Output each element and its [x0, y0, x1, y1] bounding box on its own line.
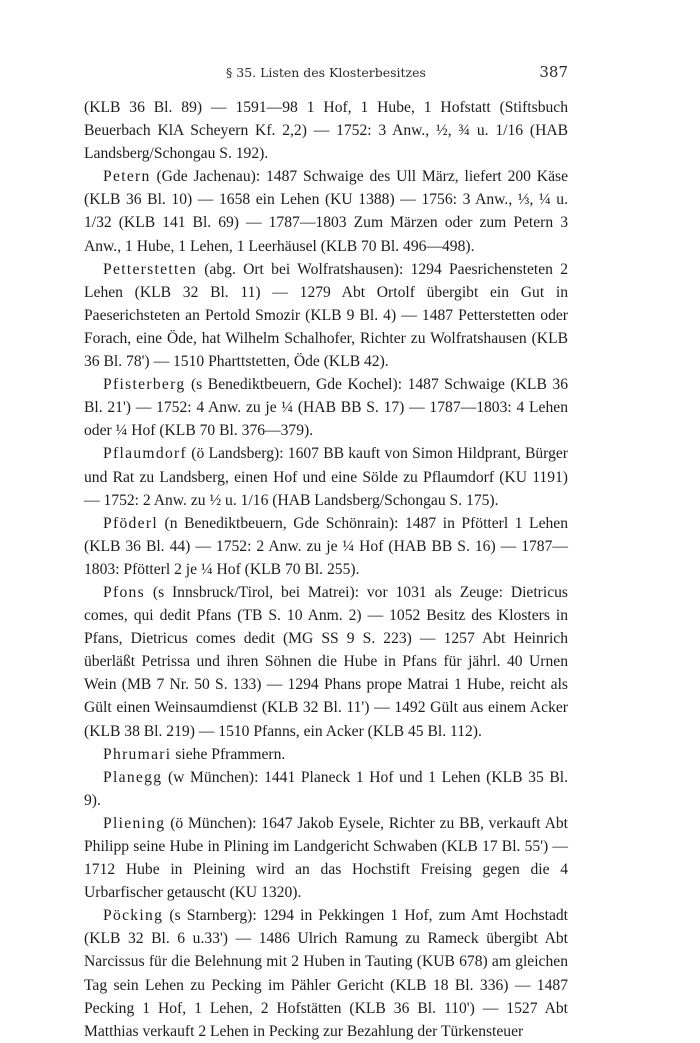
- entry-headword: Pöcking: [103, 907, 164, 925]
- entry-text: siehe Pframmern.: [171, 745, 286, 763]
- entry-text: (Gde Jachenau): 1487 Schwaige des Ull März, liefert 200 Käse (KLB 36 Bl. 10) — 1658 ein Lehen (KU 1388) — 1756: 3 Anw., ⅓, ¼ u. 1/32 (KLB 141 Bl. 69) — 1787—1803 Zum Märzen oder zum Petern 3 Anw., 1 Hube, 1 Lehen, 1 Leerhäusel (KLB 70 Bl. 496—498).: [84, 168, 568, 255]
- entry-planegg: [84, 766, 568, 812]
- entry-pliening: [84, 812, 568, 904]
- entry-text: (abg. Ort bei Wolfratshausen): 1294 Paesrichensteten 2 Lehen (KLB 32 Bl. 11) — 1279 Abt Ortolf übergibt ein Gut in Paeserichsteten an Pertold Smozir (KLB 9 Bl. 4) — 1487 Petterstetten oder Forach, eine Öde, hat Wilhelm Schalhofer, Richter zu Wolfratshausen (KLB 36 Bl. 78') — 1510 Pharttstetten, Öde (KLB 42).: [84, 260, 568, 371]
- entry-text: (KLB 36 Bl. 89) — 1591—98 1 Hof, 1 Hube, 1 Hofstatt (Stiftsbuch Beuerbach KlA Scheyern Kf. 2,2) — 1752: 3 Anw., ½, ¾ u. 1/16 (HAB Landsberg/Schongau S. 192).: [84, 99, 568, 163]
- entry-headword: Planegg: [103, 768, 163, 786]
- entry-poecking: [84, 904, 568, 1043]
- entry-pfisterberg: [84, 373, 568, 442]
- entry-continuation: [84, 96, 568, 165]
- text-body: [84, 96, 568, 1043]
- entry-petterstetten: [84, 258, 568, 373]
- entry-phrumari: [84, 743, 568, 766]
- entry-pflaumdorf: [84, 442, 568, 511]
- entry-pfoederl: [84, 512, 568, 581]
- running-title: § 35. Listen des Klosterbesitzes: [226, 65, 426, 80]
- entry-pfons: [84, 581, 568, 743]
- entry-text: (n Benediktbeuern, Gde Schönrain): 1487 in Pfötterl 1 Lehen (KLB 36 Bl. 44) — 1752: 2 Anw. zu je ¼ Hof (HAB BB S. 16) — 1787—1803: Pfötterl 2 je ¼ Hof (KLB 70 Bl. 255).: [84, 514, 568, 578]
- entry-headword: Petterstetten: [103, 260, 197, 278]
- running-head: [84, 63, 568, 83]
- page-number: 387: [539, 63, 568, 81]
- entry-headword: Pliening: [103, 814, 166, 832]
- entry-petern: [84, 165, 568, 257]
- entry-headword: Petern: [103, 168, 151, 186]
- entry-text: (w München): 1441 Planeck 1 Hof und 1 Lehen (KLB 35 Bl. 9).: [84, 768, 568, 809]
- entry-text: (ö Landsberg): 1607 BB kauft von Simon Hildprant, Bürger und Rat zu Landsberg, einen Hof und eine Sölde zu Pflaumdorf (KU 1191) — 1752: 2 Anw. zu ½ u. 1/16 (HAB Landsberg/Schongau S. 175).: [84, 445, 568, 509]
- entry-text: (s Starnberg): 1294 in Pekkingen 1 Hof, zum Amt Hochstadt (KLB 32 Bl. 6 u.33') — 1486 Ulrich Ramung zu Rameck übergibt Abt Narcissus für die Belehnung mit 2 Huben in Tauting (KUB 678) am gleichen Tag sein Lehen zu Pecking im Pähler Gericht (KLB 18 Bl. 336) — 1487 Pecking 1 Hof, 1 Lehen, 2 Hofstätten (KLB 36 Bl. 110') — 1527 Abt Matthias verkauft 2 Lehen in Pecking zur Bezahlung der Türkensteuer: [84, 907, 568, 1040]
- entry-text: (ö München): 1647 Jakob Eysele, Richter zu BB, verkauft Abt Philipp seine Hube in Plining im Landgericht Schwaben (KLB 17 Bl. 55') — 1712 Hube in Pleining wird an das Hochstift Freising gegen die 4 Urbarfischer getauscht (KU 1320).: [84, 814, 568, 902]
- entry-text: (s Innsbruck/Tirol, bei Matrei): vor 1031 als Zeuge: Dietricus comes, qui dedit Pfans (TB S. 10 Anm. 2) — 1052 Besitz des Klosters in Pfans, Dietricus comes dedit (MG SS 9 S. 223) — 1257 Abt Heinrich überläßt Petrissa und ihren Söhnen die Hube in Pfans für jährl. 40 Urnen Wein (MB 7 Nr. 50 S. 133) — 1294 Phans prope Matrai 1 Hube, reicht als Gült einen Weinsaumdienst (KLB 32 Bl. 11') — 1492 Gült aus einem Acker (KLB 38 Bl. 219) — 1510 Pfanns, ein Acker (KLB 45 Bl. 112).: [84, 583, 568, 740]
- entry-headword: Pfons: [103, 583, 146, 601]
- entry-headword: Pflaumdorf: [103, 445, 188, 463]
- entry-text: (s Benediktbeuern, Gde Kochel): 1487 Schwaige (KLB 36 Bl. 21') — 1752: 4 Anw. zu je ¼ (HAB BB S. 17) — 1787—1803: 4 Lehen oder ¼ Hof (KLB 70 Bl. 376—379).: [84, 376, 568, 440]
- entry-headword: Phrumari: [103, 745, 172, 763]
- entry-headword: Pfisterberg: [103, 376, 186, 394]
- entry-headword: Pföderl: [103, 514, 159, 532]
